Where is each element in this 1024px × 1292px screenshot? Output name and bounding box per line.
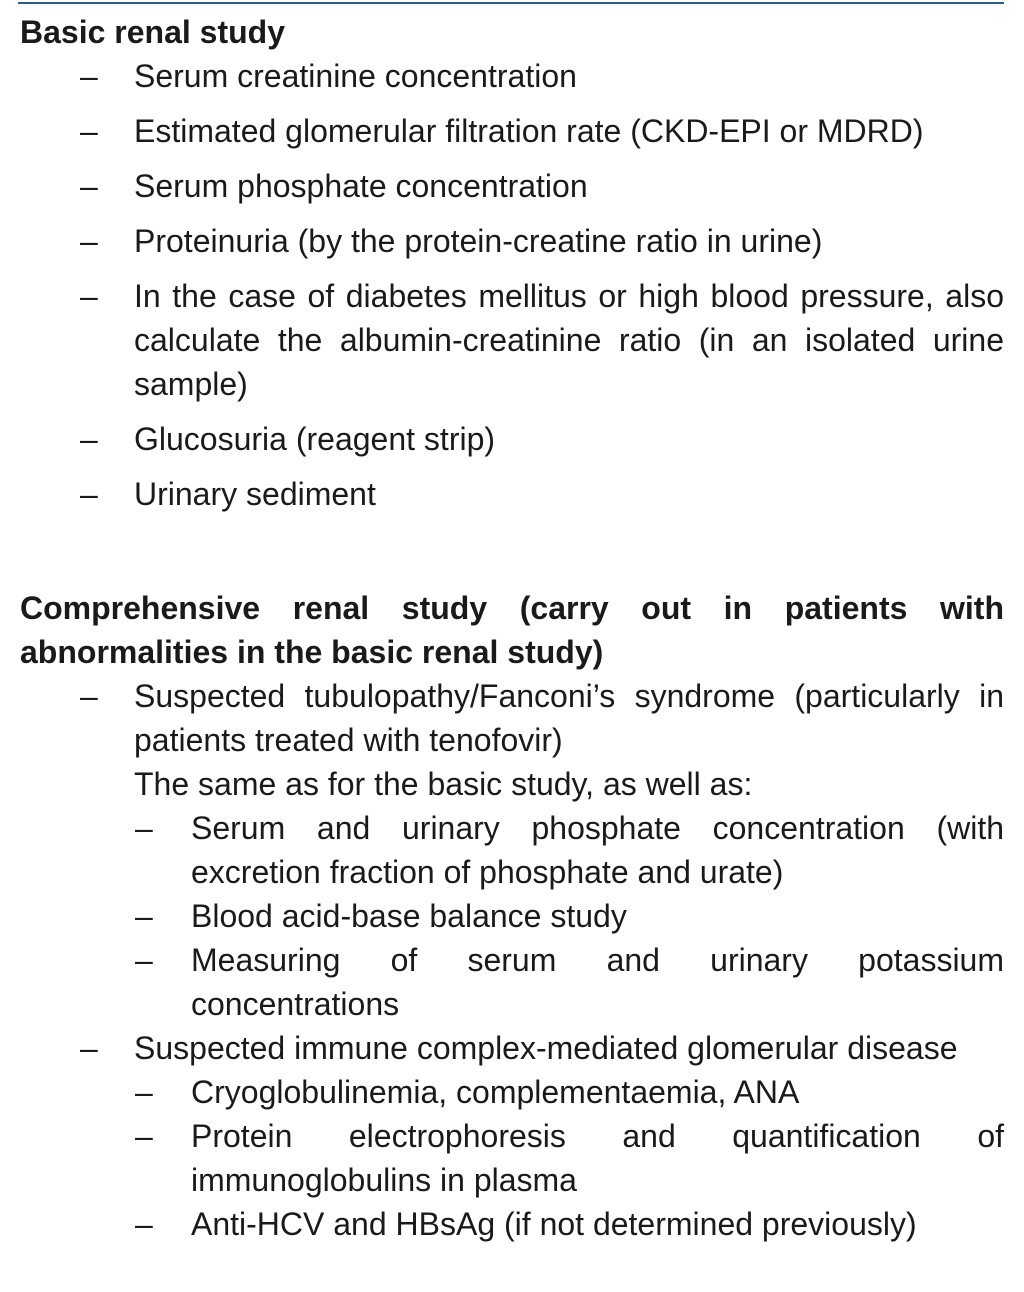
dash-bullet: – [80, 278, 98, 314]
comprehensive-study-list [0, 674, 1024, 1246]
list-item-text: Suspected tubulopathy/Fanconi’s syndrome (particularly in patients treated with tenofovir) [134, 678, 1004, 758]
dash-bullet: – [80, 421, 98, 457]
list-item-glomerular [0, 1026, 1024, 1070]
sub-list-item [0, 1070, 1024, 1114]
sub-list-item [0, 1202, 1024, 1246]
sub-list-item [0, 1114, 1024, 1202]
list-item-tubulopathy [0, 674, 1024, 762]
basic-study-list [0, 54, 1024, 516]
list-item [0, 164, 1024, 208]
dash-bullet: – [135, 942, 153, 978]
comprehensive-study-heading: Comprehensive renal study (carry out in patients with abnormalities in the basic renal study) [20, 590, 1004, 670]
basic-study-heading: Basic renal study [20, 14, 285, 50]
list-item-text: Serum creatinine concentration [134, 58, 577, 94]
sub-list-item [0, 938, 1024, 1026]
list-item-text: Serum phosphate concentration [134, 168, 588, 204]
dash-bullet: – [80, 168, 98, 204]
dash-bullet: – [80, 678, 98, 714]
list-item [0, 417, 1024, 461]
dash-bullet: – [80, 113, 98, 149]
sub-list-item [0, 806, 1024, 894]
list-item [0, 472, 1024, 516]
dash-bullet: – [80, 476, 98, 512]
list-item [0, 109, 1024, 153]
list-item [0, 54, 1024, 98]
dash-bullet: – [80, 1030, 98, 1066]
dash-bullet: – [80, 223, 98, 259]
dash-bullet: – [135, 810, 153, 846]
dash-bullet: – [135, 1118, 153, 1154]
list-item-text: Urinary sediment [134, 476, 376, 512]
list-item-text: Glucosuria (reagent strip) [134, 421, 496, 457]
dash-bullet: – [135, 1074, 153, 1110]
sub-list-item [0, 894, 1024, 938]
list-item [0, 219, 1024, 263]
dash-bullet: – [135, 898, 153, 934]
dash-bullet: – [135, 1206, 153, 1242]
dash-bullet: – [80, 58, 98, 94]
tubulopathy-note: The same as for the basic study, as well as: [134, 766, 753, 802]
top-rule [18, 2, 1004, 4]
sub-list-item-text: Protein electrophoresis and quantification of immunoglobulins in plasma [191, 1118, 1004, 1198]
sub-list-item-text: Serum and urinary phosphate concentration (with excretion fraction of phosphate and urate) [191, 810, 1004, 890]
list-item-text: Proteinuria (by the protein-creatine ratio in urine) [134, 223, 823, 259]
sub-list-item-text: Blood acid-base balance study [191, 898, 627, 934]
list-item-text: In the case of diabetes mellitus or high blood pressure, also calculate the albumin-creatinine ratio (in an isolated urine sample) [134, 278, 1004, 402]
list-item-text: Estimated glomerular filtration rate (CKD-EPI or MDRD) [134, 113, 924, 149]
sub-list-item-text: Cryoglobulinemia, complementaemia, ANA [191, 1074, 800, 1110]
list-item [0, 274, 1024, 406]
list-item-text: Suspected immune complex-mediated glomerular disease [134, 1030, 958, 1066]
sub-list-item-text: Measuring of serum and urinary potassium concentrations [191, 942, 1004, 1022]
sub-list-item-text: Anti-HCV and HBsAg (if not determined previously) [191, 1206, 917, 1242]
